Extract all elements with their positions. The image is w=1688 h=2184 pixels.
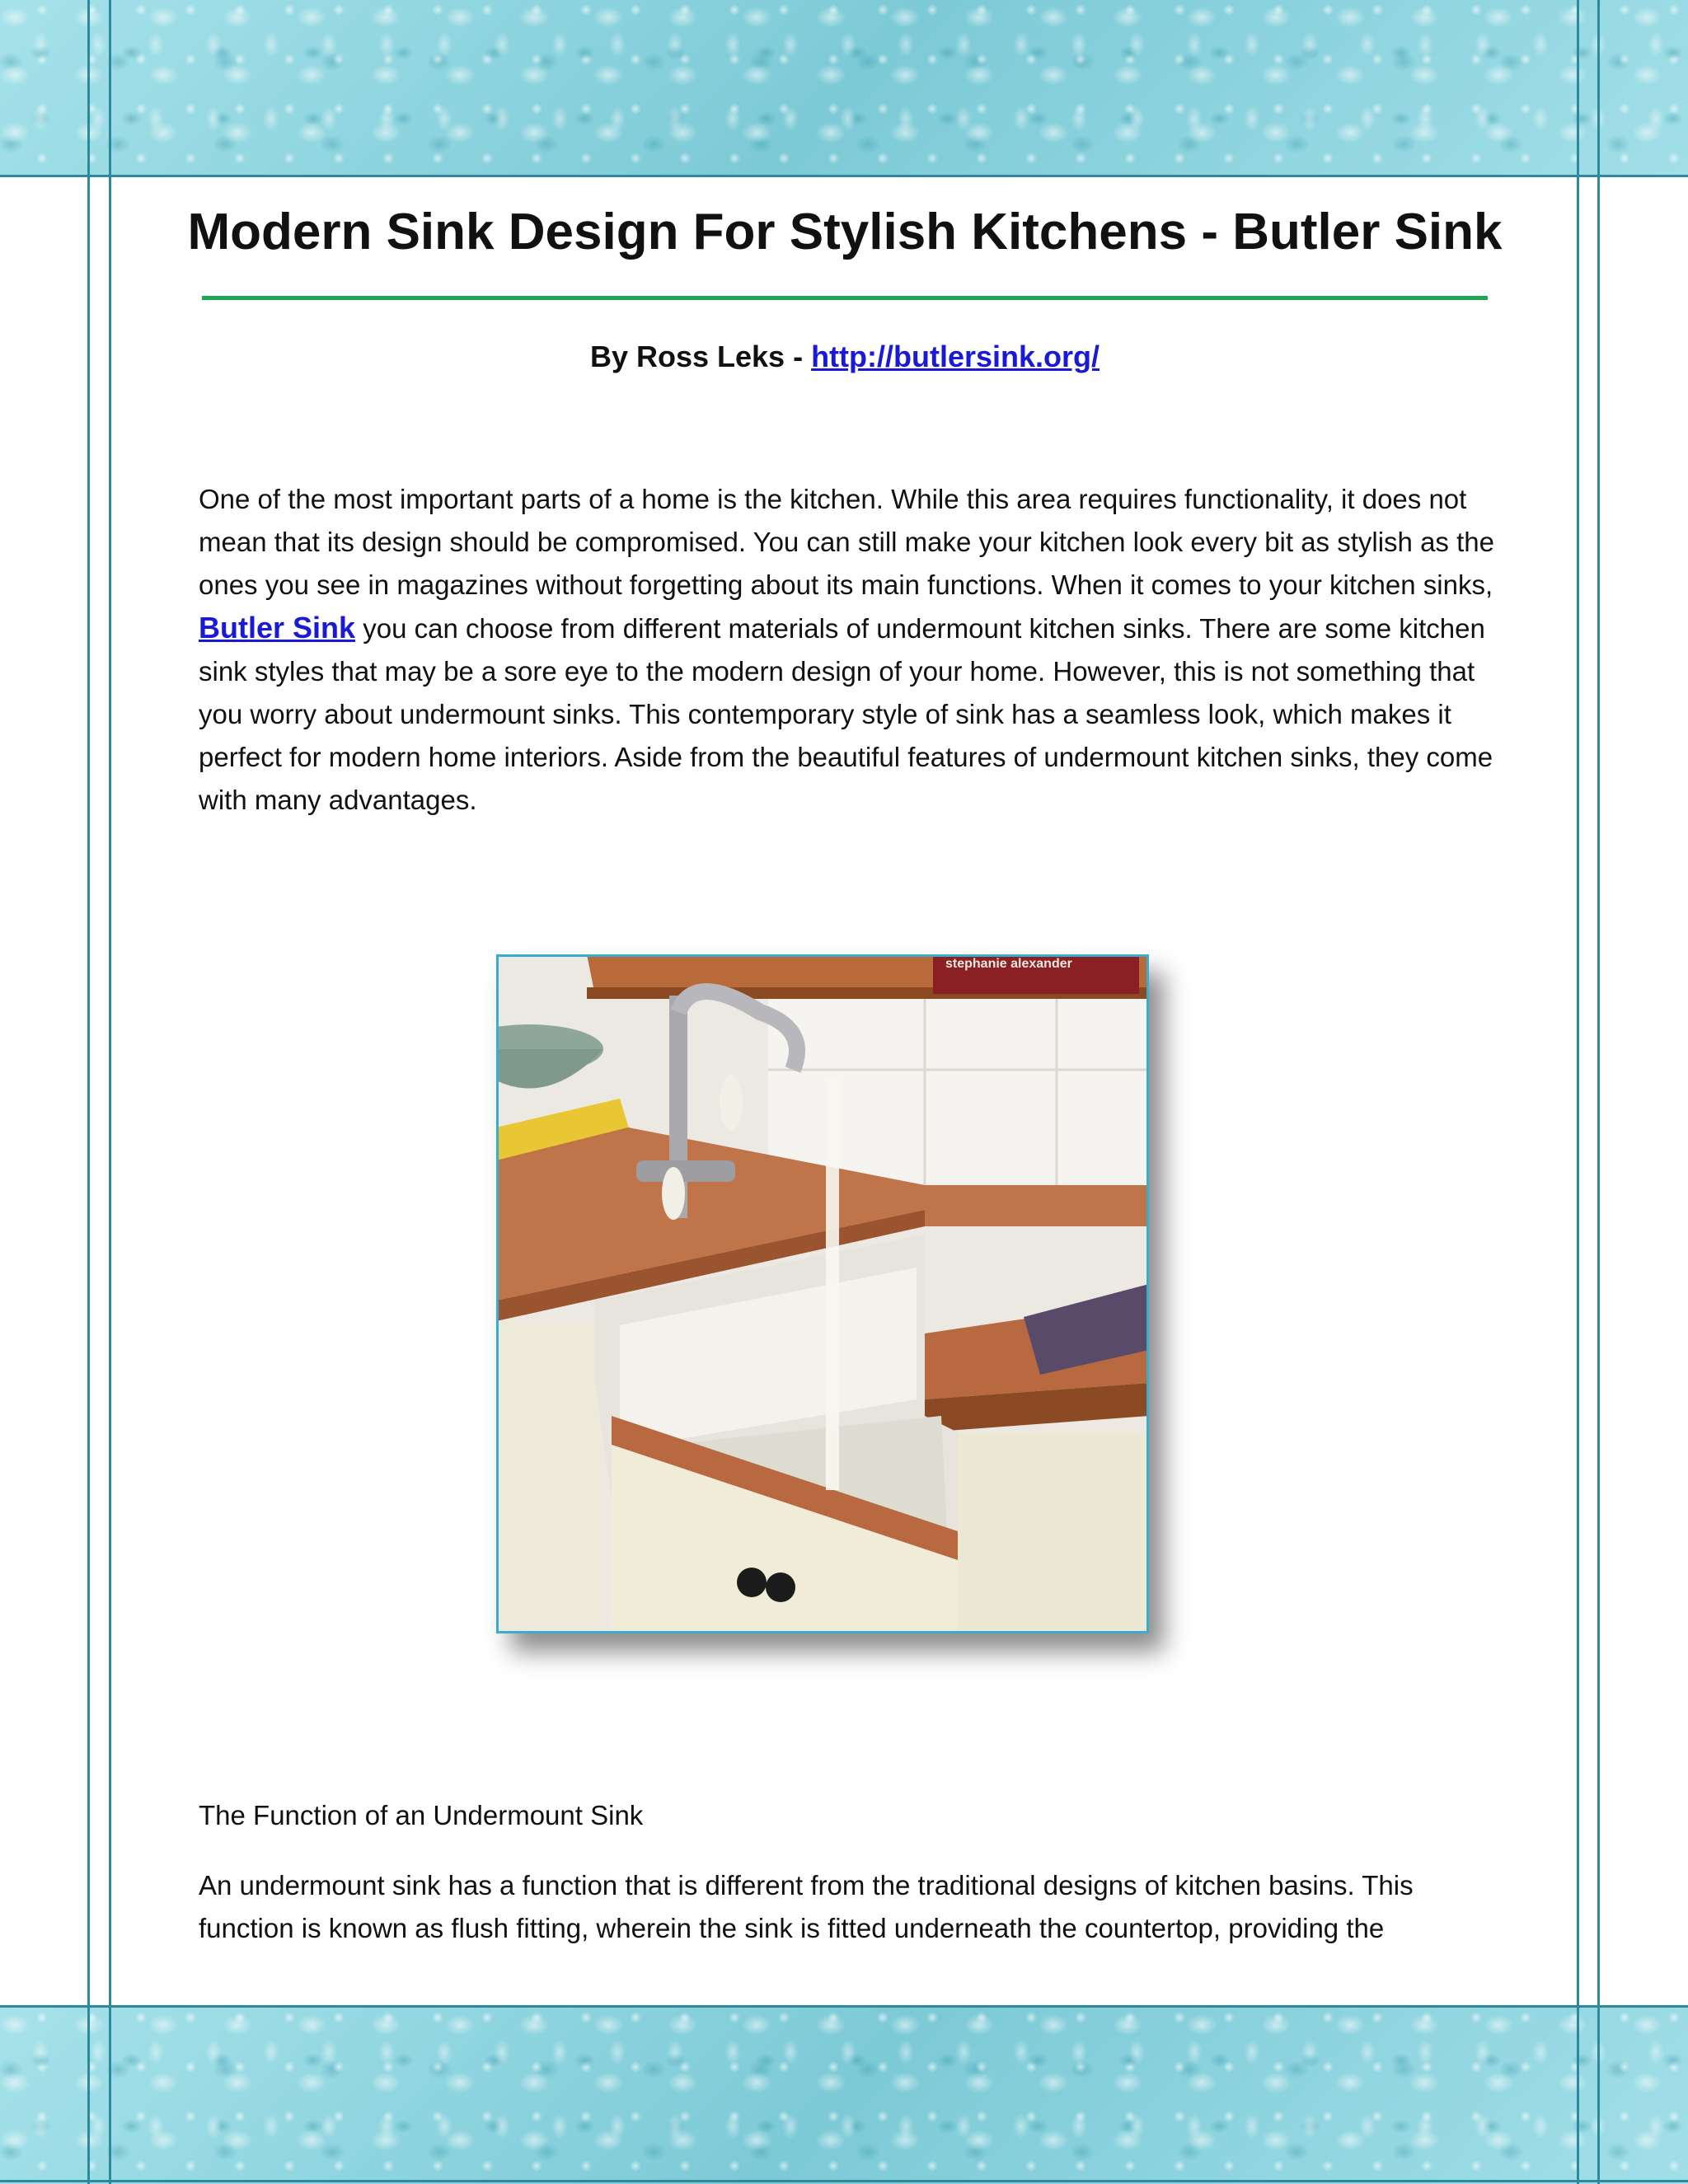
byline-prefix: By Ross Leks -	[589, 340, 812, 373]
frame-line-right-outer	[1597, 0, 1600, 2184]
intro-text-before: One of the most important parts of a home is the kitchen. While this area requires functionality, it does not mean that its design should be compromised. You can still make your kitchen look every bit as stylish as the ones you see in magazines without forgetting about its main functions. When it comes to your kitchen sinks,	[199, 484, 1494, 600]
section-paragraph: An undermount sink has a function that is different from the traditional designs of kitchen basins. This function is known as flush fitting, wherein the sink is fitted underneath the countertop, providing the	[199, 1870, 1414, 1943]
bottom-water-band	[0, 2008, 1688, 2184]
frame-line-left-inner	[109, 0, 111, 2184]
top-water-band	[0, 0, 1688, 176]
section-heading: The Function of an Undermount Sink	[199, 1800, 644, 1830]
intro-text-after: you can choose from different materials of undermount kitchen sinks. There are some kitchen sink styles that may be a sore eye to the modern design of your home. However, this is not something that you worry about undermount sinks. This contemporary style of sink has a seamless look, which makes it perfect for modern home interiors. Aside from the beautiful features of undermount kitchen sinks, they come with many advantages.	[199, 613, 1493, 815]
frame-line-right-inner	[1577, 0, 1579, 2184]
frame-line-bottom	[0, 2005, 1688, 2008]
butler-sink-link[interactable]: Butler Sink	[199, 611, 356, 644]
frame-line-top	[0, 175, 1688, 177]
frame-line-page-bottom	[0, 2180, 1688, 2182]
intro-paragraph	[199, 478, 1501, 822]
sink-photo-illustration	[496, 954, 1149, 1633]
sink-photo	[496, 954, 1149, 1633]
title-underline	[202, 296, 1488, 300]
book-spine-text: stephanie alexander	[945, 957, 1072, 971]
byline-link[interactable]: http://butlersink.org/	[811, 340, 1100, 373]
byline	[111, 336, 1578, 377]
frame-line-left-outer	[87, 0, 90, 2184]
page-title: Modern Sink Design For Stylish Kitchens - Butler Sink	[187, 204, 1503, 260]
